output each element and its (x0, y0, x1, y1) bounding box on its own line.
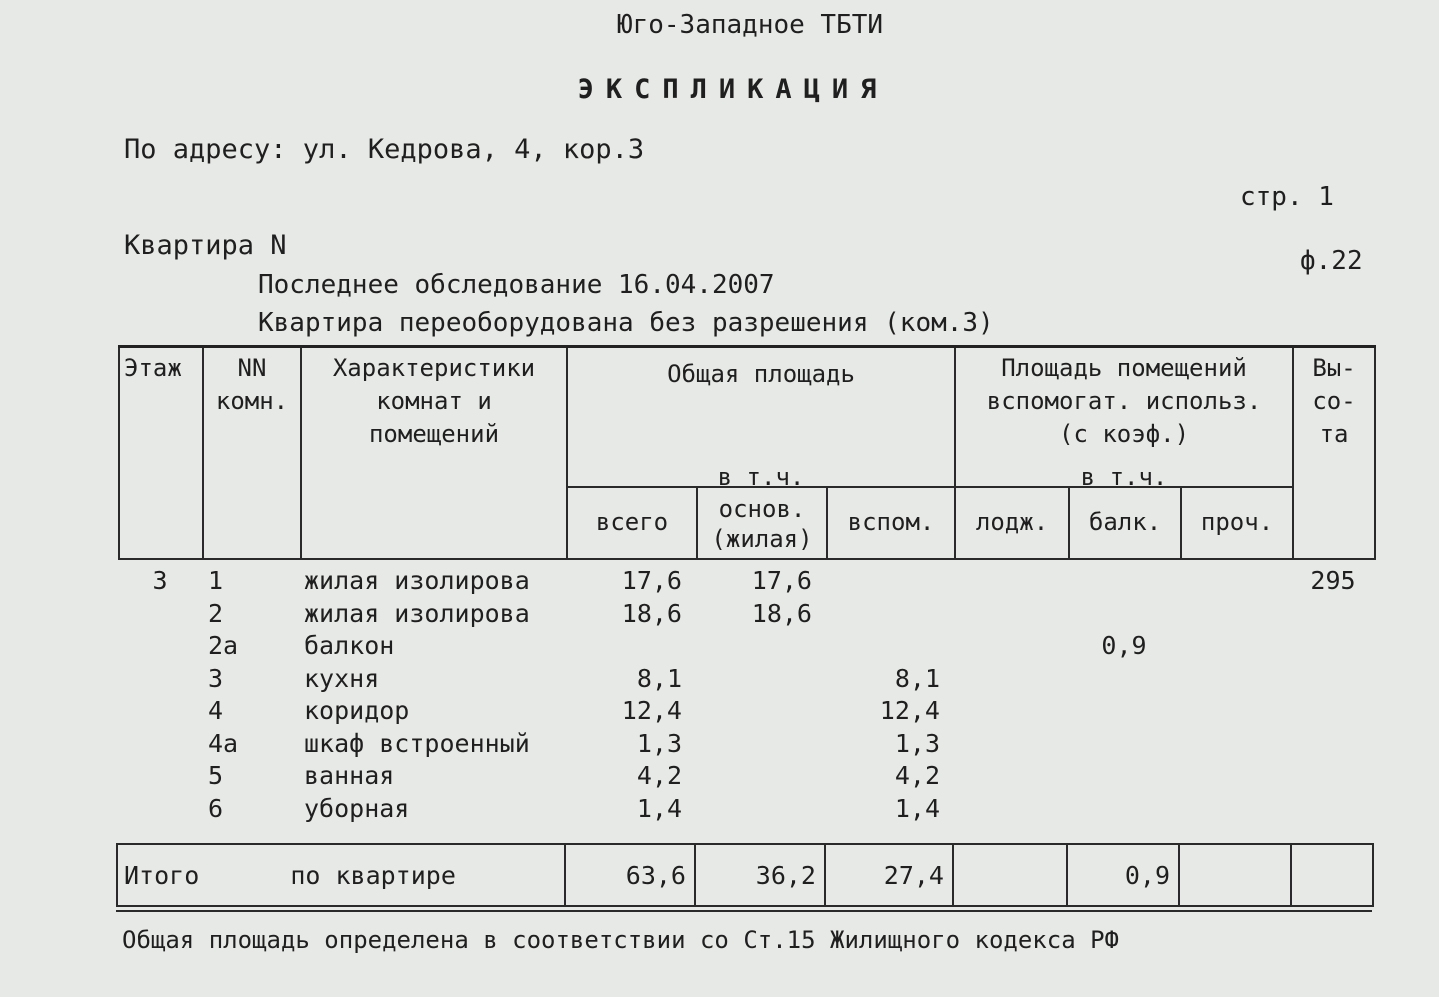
header-aux: вспом. (827, 487, 955, 559)
cell-aux (826, 598, 954, 631)
cell-room: 1 (208, 566, 224, 595)
cell-total: 1,3 (636, 728, 682, 758)
cell-main: 18,6 (751, 598, 812, 628)
table-row (118, 793, 1374, 826)
cell-loggia (954, 598, 1068, 631)
header-incl-2: в т.ч. (1080, 462, 1168, 491)
cell-total: 12,4 (621, 696, 682, 725)
header-other: проч. (1181, 487, 1293, 559)
cell-room: 2 (208, 598, 224, 628)
totals-double-rule (116, 910, 1372, 912)
footer-note: Общая площадь определена в соответствии со Ст.15 Жилищного кодекса РФ (122, 926, 1119, 954)
cell-loggia (954, 695, 1068, 728)
cell-main (696, 663, 826, 696)
cell-balcony (1068, 793, 1180, 826)
header-aux-area-label: Площадь помещений вспомогат. использ. (с коэф.) (986, 354, 1262, 448)
cell-height (1292, 760, 1374, 793)
cell-height (1292, 630, 1374, 663)
cell-room: 4а (208, 728, 239, 758)
survey-line: Последнее обследование 16.04.2007 (258, 270, 775, 300)
cell-main (696, 630, 826, 663)
address-line: По адресу: ул. Кедрова, 4, кор.3 (124, 134, 645, 165)
cell-loggia (954, 760, 1068, 793)
cell-other (1180, 630, 1292, 663)
cell-aux: 8,1 (894, 663, 940, 693)
page-number: стр. 1 (1240, 182, 1334, 212)
cell-name: шкаф встроенный (304, 728, 530, 758)
cell-balcony (1068, 663, 1180, 696)
cell-total: 18,6 (621, 598, 682, 628)
totals-label (117, 844, 565, 906)
cell-balcony (1068, 695, 1180, 728)
cell-main (696, 695, 826, 728)
table-row (118, 565, 1374, 598)
cell-room: 6 (208, 793, 224, 823)
header-total-area (567, 347, 955, 491)
table-header (118, 345, 1376, 560)
table-row (118, 728, 1374, 761)
cell-loggia (954, 728, 1068, 761)
cell-floor: 3 (152, 566, 168, 595)
totals-label-1: Итого (124, 860, 200, 890)
cell-floor (118, 598, 202, 631)
cell-balcony (1068, 598, 1180, 631)
header-aux-area (955, 347, 1293, 491)
organization-name: Юго-Западное ТБТИ (616, 10, 884, 40)
cell-main (696, 793, 826, 826)
table-row (118, 663, 1374, 696)
cell-aux: 12,4 (879, 696, 940, 725)
totals-main: 36,2 (695, 844, 825, 906)
header-main: основ. (жилая) (697, 487, 827, 559)
totals-loggia (953, 844, 1067, 906)
cell-room: 2а (208, 631, 239, 660)
header-loggia: лодж. (955, 487, 1069, 559)
cell-floor (118, 630, 202, 663)
cell-floor (118, 728, 202, 761)
cell-balcony (1068, 565, 1180, 598)
cell-total: 1,4 (636, 793, 682, 823)
header-room-no: NN комн. (203, 347, 301, 559)
cell-other (1180, 760, 1292, 793)
cell-floor (118, 793, 202, 826)
cell-total: 4,2 (636, 761, 682, 790)
cell-balcony: 0,9 (1101, 631, 1147, 660)
cell-balcony (1068, 760, 1180, 793)
cell-name: жилая изолирова (304, 598, 530, 628)
cell-height (1292, 663, 1374, 696)
cell-floor (118, 760, 202, 793)
totals-aux: 27,4 (825, 844, 953, 906)
cell-height (1292, 598, 1374, 631)
header-balcony: балк. (1069, 487, 1181, 559)
cell-name: жилая изолирова (304, 566, 530, 595)
totals-table (116, 843, 1374, 907)
header-height: Вы- со- та (1293, 347, 1375, 559)
header-characteristics: Характеристики комнат и помещений (301, 347, 567, 559)
table-row (118, 630, 1374, 663)
cell-main: 17,6 (751, 566, 812, 595)
cell-height: 295 (1310, 566, 1356, 595)
cell-other (1180, 728, 1292, 761)
apartment-label: Квартира N (124, 230, 287, 261)
header-floor: Этаж (119, 347, 203, 559)
header-total-area-label: Общая площадь (667, 360, 855, 388)
cell-room: 3 (208, 663, 224, 693)
cell-balcony (1068, 728, 1180, 761)
cell-other (1180, 663, 1292, 696)
rooms-table (118, 565, 1374, 825)
table-row (118, 760, 1374, 793)
cell-other (1180, 793, 1292, 826)
cell-other (1180, 598, 1292, 631)
cell-other (1180, 565, 1292, 598)
cell-name: кухня (304, 663, 380, 693)
form-number: ф.22 (1300, 246, 1363, 276)
cell-name: коридор (304, 696, 410, 725)
cell-loggia (954, 793, 1068, 826)
note-line: Квартира переоборудована без разрешения (ком.3) (258, 308, 994, 338)
totals-height (1291, 844, 1373, 906)
totals-row (117, 844, 1373, 906)
cell-other (1180, 695, 1292, 728)
cell-main (696, 728, 826, 761)
cell-floor (118, 695, 202, 728)
cell-name: балкон (304, 631, 395, 660)
table-row (118, 598, 1374, 631)
cell-aux: 1,4 (894, 793, 940, 823)
totals-other (1179, 844, 1291, 906)
cell-name: ванная (304, 761, 395, 790)
cell-floor (118, 663, 202, 696)
cell-room: 4 (208, 696, 224, 725)
cell-loggia (954, 630, 1068, 663)
totals-total: 63,6 (565, 844, 695, 906)
cell-height (1292, 728, 1374, 761)
cell-height (1292, 793, 1374, 826)
header-incl-1: в т.ч. (717, 462, 805, 491)
cell-height (1292, 695, 1374, 728)
cell-main (696, 760, 826, 793)
cell-aux (826, 565, 954, 598)
cell-loggia (954, 663, 1068, 696)
table-row (118, 695, 1374, 728)
totals-balcony: 0,9 (1067, 844, 1179, 906)
header-total: всего (567, 487, 697, 559)
cell-name: уборная (304, 793, 410, 823)
cell-total: 17,6 (621, 566, 682, 595)
document-title: ЭКСПЛИКАЦИЯ (577, 74, 889, 105)
cell-aux: 1,3 (894, 728, 940, 758)
cell-total (566, 630, 696, 663)
cell-total: 8,1 (636, 663, 682, 693)
totals-label-2: по квартире (290, 860, 456, 890)
cell-aux (826, 630, 954, 663)
cell-aux: 4,2 (894, 761, 940, 790)
cell-room: 5 (208, 761, 224, 790)
cell-loggia (954, 565, 1068, 598)
